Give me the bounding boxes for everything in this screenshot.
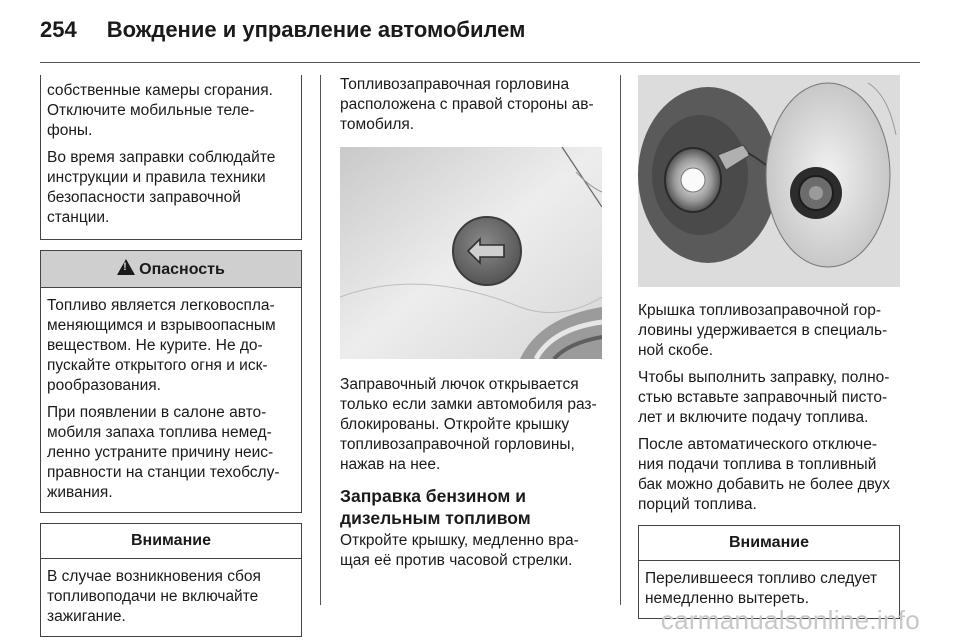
column-divider (320, 75, 321, 605)
column-divider (620, 75, 621, 605)
danger-paragraph: При появлении в салоне авто-мобиля запаха топлива немед-ленно устраните причину неис-правности на станции техобслу-живания. (47, 404, 280, 501)
danger-paragraph: Топливо является легковоспла-меняющимся и взрывоопасным веществом. Не курите. Не до-пускайте открытого огня и иск-рообразования. (47, 297, 276, 394)
intro-paragraph: Топливозаправочная горловина расположена с правой стороны ав-томобиля. (340, 76, 594, 133)
fuel-cap-photo (638, 75, 900, 287)
header-divider (40, 62, 920, 63)
caption-paragraph: Заправочный лючок открывается только если замки автомобиля раз-блокированы. Откройте крышку топливозаправочной горловины, нажав на нее. (340, 376, 597, 473)
watermark-text: carmanualsonline.info (660, 605, 920, 635)
danger-box (40, 250, 302, 513)
body-paragraph: После автоматического отключе-ния подачи топлива в топливный бак можно добавить не более двух порций топлива. (638, 436, 891, 513)
notice-paragraph: Перелившееся топливо следует немедленно вытереть. (645, 570, 878, 607)
column-3 (638, 75, 900, 619)
notice-box-title: Внимание (639, 526, 899, 561)
caption-paragraph: Крышка топливозаправочной гор-ловины удерживается в специаль-ной скобе. (638, 302, 888, 359)
page-title: Вождение и управление автомобилем (106, 17, 526, 42)
notice-box (40, 523, 302, 637)
instruction-paragraph: Откройте крышку, медленно вра-щая её против часовой стрелки. (340, 532, 579, 569)
note-paragraph: собственные камеры сгорания. Отключите мобильные теле-фоны. (47, 82, 273, 139)
section-subheading: Заправка бензином и дизельным топливом (340, 486, 531, 528)
notice-box-title: Внимание (41, 524, 301, 559)
note-paragraph: Во время заправки соблюдайте инструкции и правила техники безопасности заправочной станции. (47, 149, 276, 226)
column-2 (340, 75, 602, 578)
page-header (40, 10, 525, 50)
body-paragraph: Чтобы выполнить заправку, полно-стью вставьте заправочный писто-лет и включите подачу топлива. (638, 369, 890, 426)
danger-box-title: Опасность (139, 261, 225, 278)
danger-box-header (41, 251, 301, 288)
continued-note-box (40, 75, 302, 240)
page-number: 254 (40, 17, 77, 42)
column-1 (40, 75, 302, 637)
fuel-door-photo (340, 147, 602, 359)
notice-paragraph: В случае возникновения сбоя топливоподачи не включайте зажигание. (47, 568, 261, 625)
warning-triangle-icon (117, 259, 135, 275)
